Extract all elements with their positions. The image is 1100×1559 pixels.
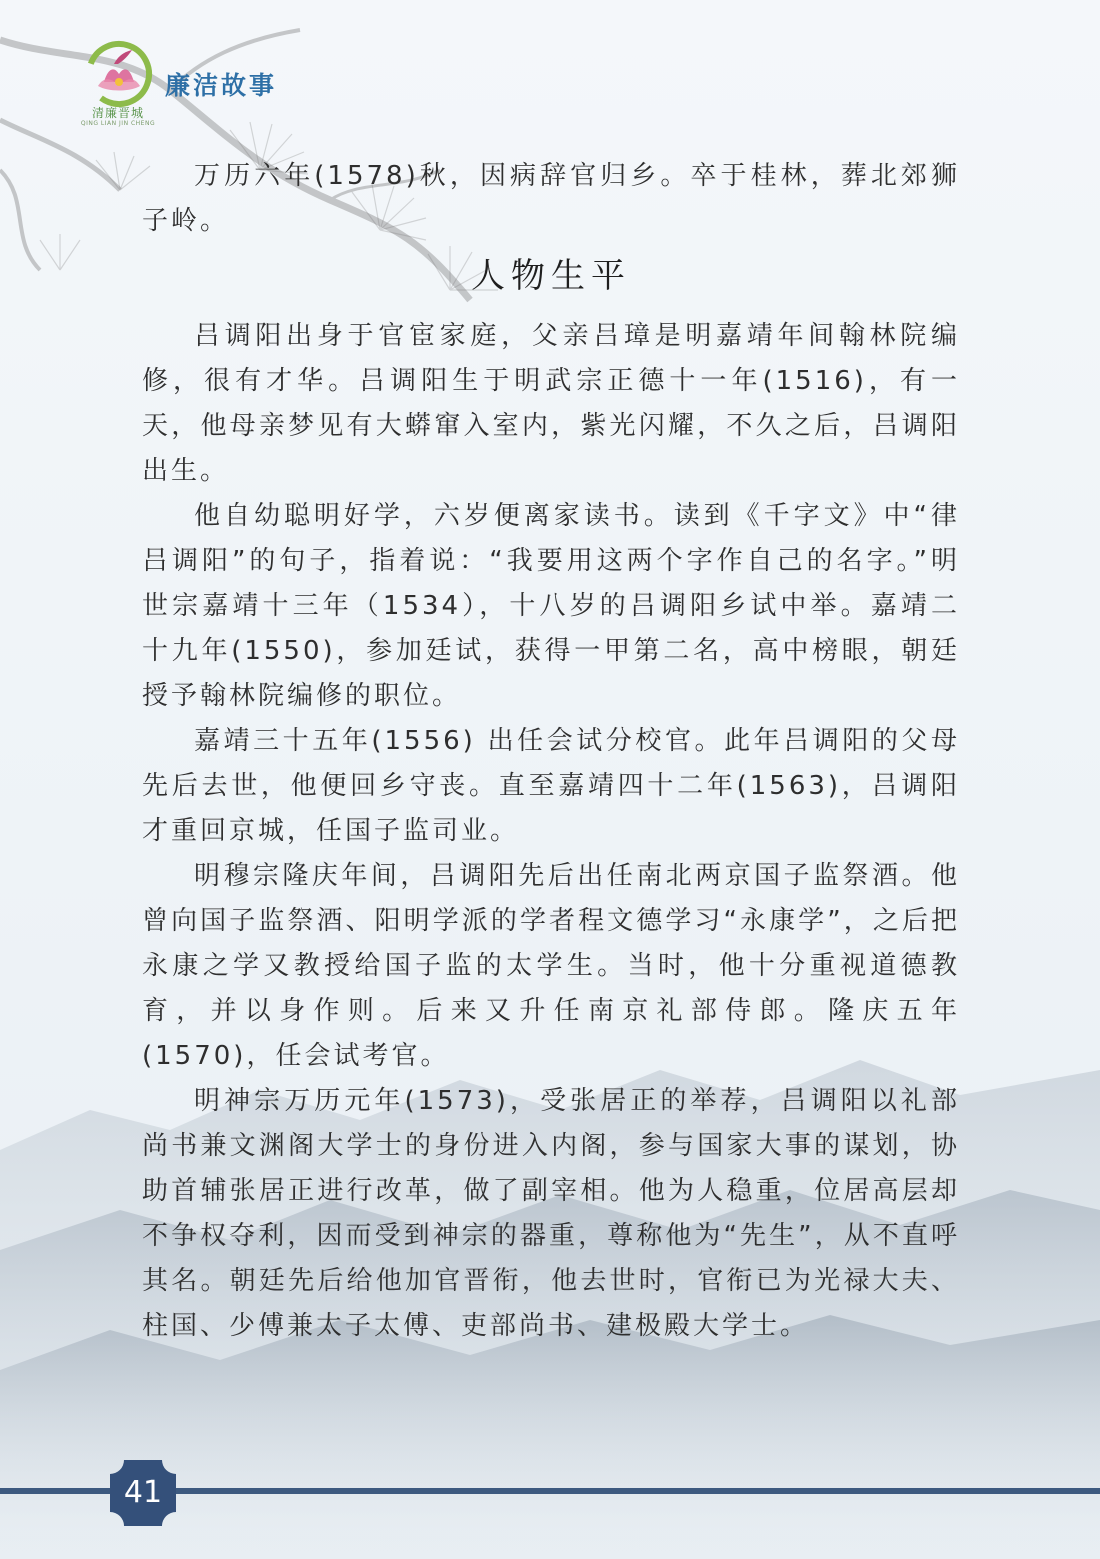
paragraph-1: 吕调阳出身于官宦家庭，父亲吕璋是明嘉靖年间翰林院编修，很有才华。吕调阳生于明武宗正德十一年(1516)，有一天，他母亲梦见有大蟒窜入室内，紫光闪耀，不久之后，吕调阳出生。 (142, 321, 960, 486)
intro-paragraph: 万历六年(1578)秋，因病辞官归乡。卒于桂林，葬北郊狮子岭。 (142, 161, 960, 236)
article-body (142, 154, 960, 1349)
paragraph-2: 他自幼聪明好学，六岁便离家读书。读到《千字文》中“律吕调阳”的句子，指着说：“我要用这两个字作自己的名字。”明世宗嘉靖十三年（1534），十八岁的吕调阳乡试中举。嘉靖二十九年(1550)，参加廷试，获得一甲第二名，高中榜眼，朝廷授予翰林院编修的职位。 (142, 501, 960, 711)
page-number-badge (110, 1460, 176, 1526)
paragraph-4: 明穆宗隆庆年间，吕调阳先后出任南北两京国子监祭酒。他曾向国子监祭酒、阳明学派的学者程文德学习“永康学”，之后把永康之学又教授给国子监的太学生。当时，他十分重视道德教育，并以身作则。后来又升任南京礼部侍郎。隆庆五年(1570)，任会试考官。 (142, 861, 960, 1071)
paragraph-3: 嘉靖三十五年(1556) 出任会试分校官。此年吕调阳的父母先后去世，他便回乡守丧。直至嘉靖四十二年(1563)，吕调阳才重回京城，任国子监司业。 (142, 726, 960, 846)
section-title: 廉洁故事 (165, 71, 278, 100)
paragraph-5: 明神宗万历元年(1573)，受张居正的举荐，吕调阳以礼部尚书兼文渊阁大学士的身份进入内阁，参与国家大事的谋划，协助首辅张居正进行改革，做了副宰相。他为人稳重，位居高层却不争权夺利，因而受到神宗的器重，尊称他为“先生”，从不直呼其名。朝廷先后给他加官晋衔，他去世时，官衔已为光禄大夫、柱国、少傅兼太子太傅、吏部尚书、建极殿大学士。 (142, 1086, 960, 1341)
logo-caption: 清廉晋城 (91, 106, 144, 120)
section-heading: 人物生平 (471, 256, 631, 296)
logo-subcaption: QING LIAN JIN CHENG (80, 120, 156, 127)
page-number: 41 (123, 1475, 163, 1510)
